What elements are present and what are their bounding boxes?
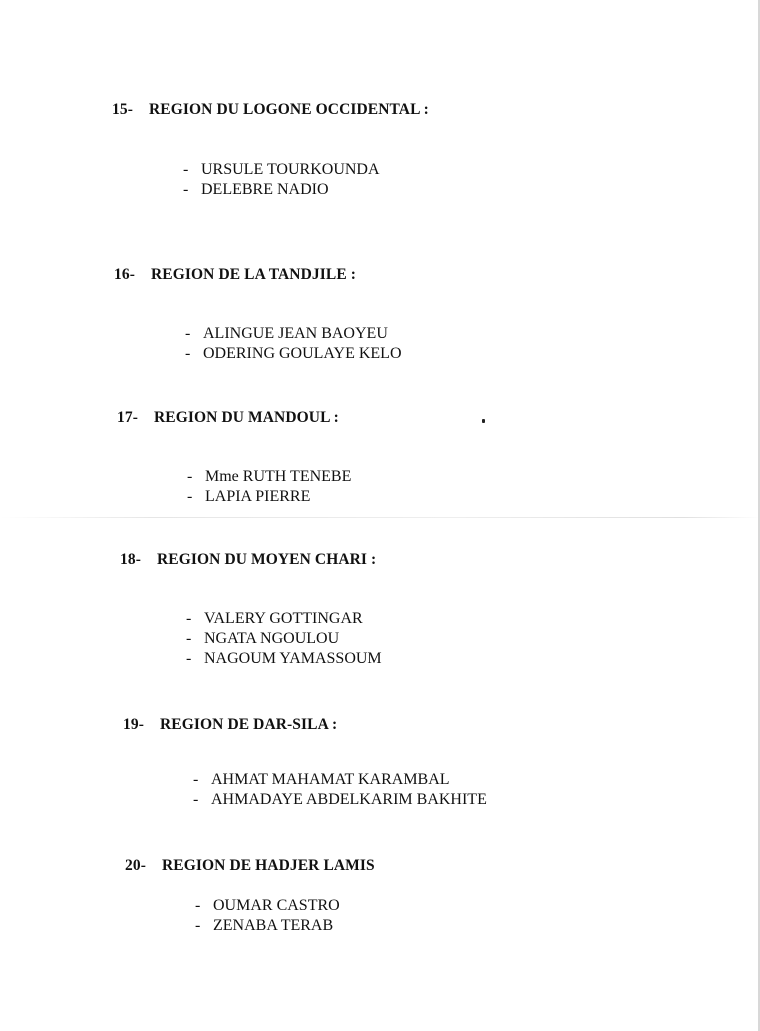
bullet: -: [186, 630, 192, 647]
section-title: REGION DE DAR-SILA :: [160, 716, 338, 733]
section-heading: [125, 857, 375, 875]
bullet: -: [193, 771, 199, 788]
member-name: VALERY GOTTINGAR: [204, 610, 363, 627]
section-number: 17-: [117, 409, 138, 426]
section-heading: [117, 409, 339, 427]
bullet: -: [186, 650, 192, 667]
section-heading: [123, 716, 337, 734]
member-name: ZENABA TERAB: [213, 917, 334, 934]
section-number: 19-: [123, 716, 144, 733]
list-item: [193, 770, 450, 790]
list-item: [186, 629, 339, 649]
member-name: AHMAT MAHAMAT KARAMBAL: [211, 771, 450, 788]
member-name: URSULE TOURKOUNDA: [201, 161, 380, 178]
list-item: [195, 916, 333, 936]
bullet: -: [183, 181, 189, 198]
member-name: LAPIA PIERRE: [205, 488, 311, 505]
bullet: -: [186, 610, 192, 627]
list-item: [183, 180, 329, 200]
bullet: -: [195, 897, 201, 914]
bullet: -: [195, 917, 201, 934]
section-title: REGION DE LA TANDJILE :: [151, 266, 356, 283]
member-name: NGATA NGOULOU: [204, 630, 340, 647]
section-heading: [120, 551, 376, 569]
section-number: 15-: [112, 101, 133, 118]
section-heading: [114, 266, 356, 284]
bullet: -: [183, 161, 189, 178]
list-item: [185, 344, 402, 364]
stray-mark: [482, 419, 485, 423]
section-title: REGION DE HADJER LAMIS: [162, 857, 375, 874]
section-number: 16-: [114, 266, 135, 283]
paper-fold-line: [0, 517, 760, 518]
list-item: [187, 487, 310, 507]
bullet: -: [193, 791, 199, 808]
section-title: REGION DU MOYEN CHARI :: [157, 551, 377, 568]
member-name: Mme RUTH TENEBE: [205, 468, 352, 485]
section-title: REGION DU MANDOUL :: [154, 409, 339, 426]
section-number: 18-: [120, 551, 141, 568]
member-name: OUMAR CASTRO: [213, 897, 340, 914]
section-number: 20-: [125, 857, 146, 874]
list-item: [193, 790, 487, 810]
bullet: -: [187, 488, 193, 505]
member-name: DELEBRE NADIO: [201, 181, 329, 198]
section-heading: [112, 101, 429, 119]
list-item: [187, 467, 351, 487]
member-name: AHMADAYE ABDELKARIM BAKHITE: [211, 791, 487, 808]
list-item: [195, 896, 340, 916]
bullet: -: [185, 325, 191, 342]
bullet: -: [187, 468, 193, 485]
list-item: [185, 324, 388, 344]
list-item: [183, 160, 380, 180]
section-title: REGION DU LOGONE OCCIDENTAL :: [149, 101, 429, 118]
list-item: [186, 649, 382, 669]
member-name: ALINGUE JEAN BAOYEU: [203, 325, 388, 342]
member-name: ODERING GOULAYE KELO: [203, 345, 402, 362]
bullet: -: [185, 345, 191, 362]
list-item: [186, 609, 363, 629]
member-name: NAGOUM YAMASSOUM: [204, 650, 382, 667]
